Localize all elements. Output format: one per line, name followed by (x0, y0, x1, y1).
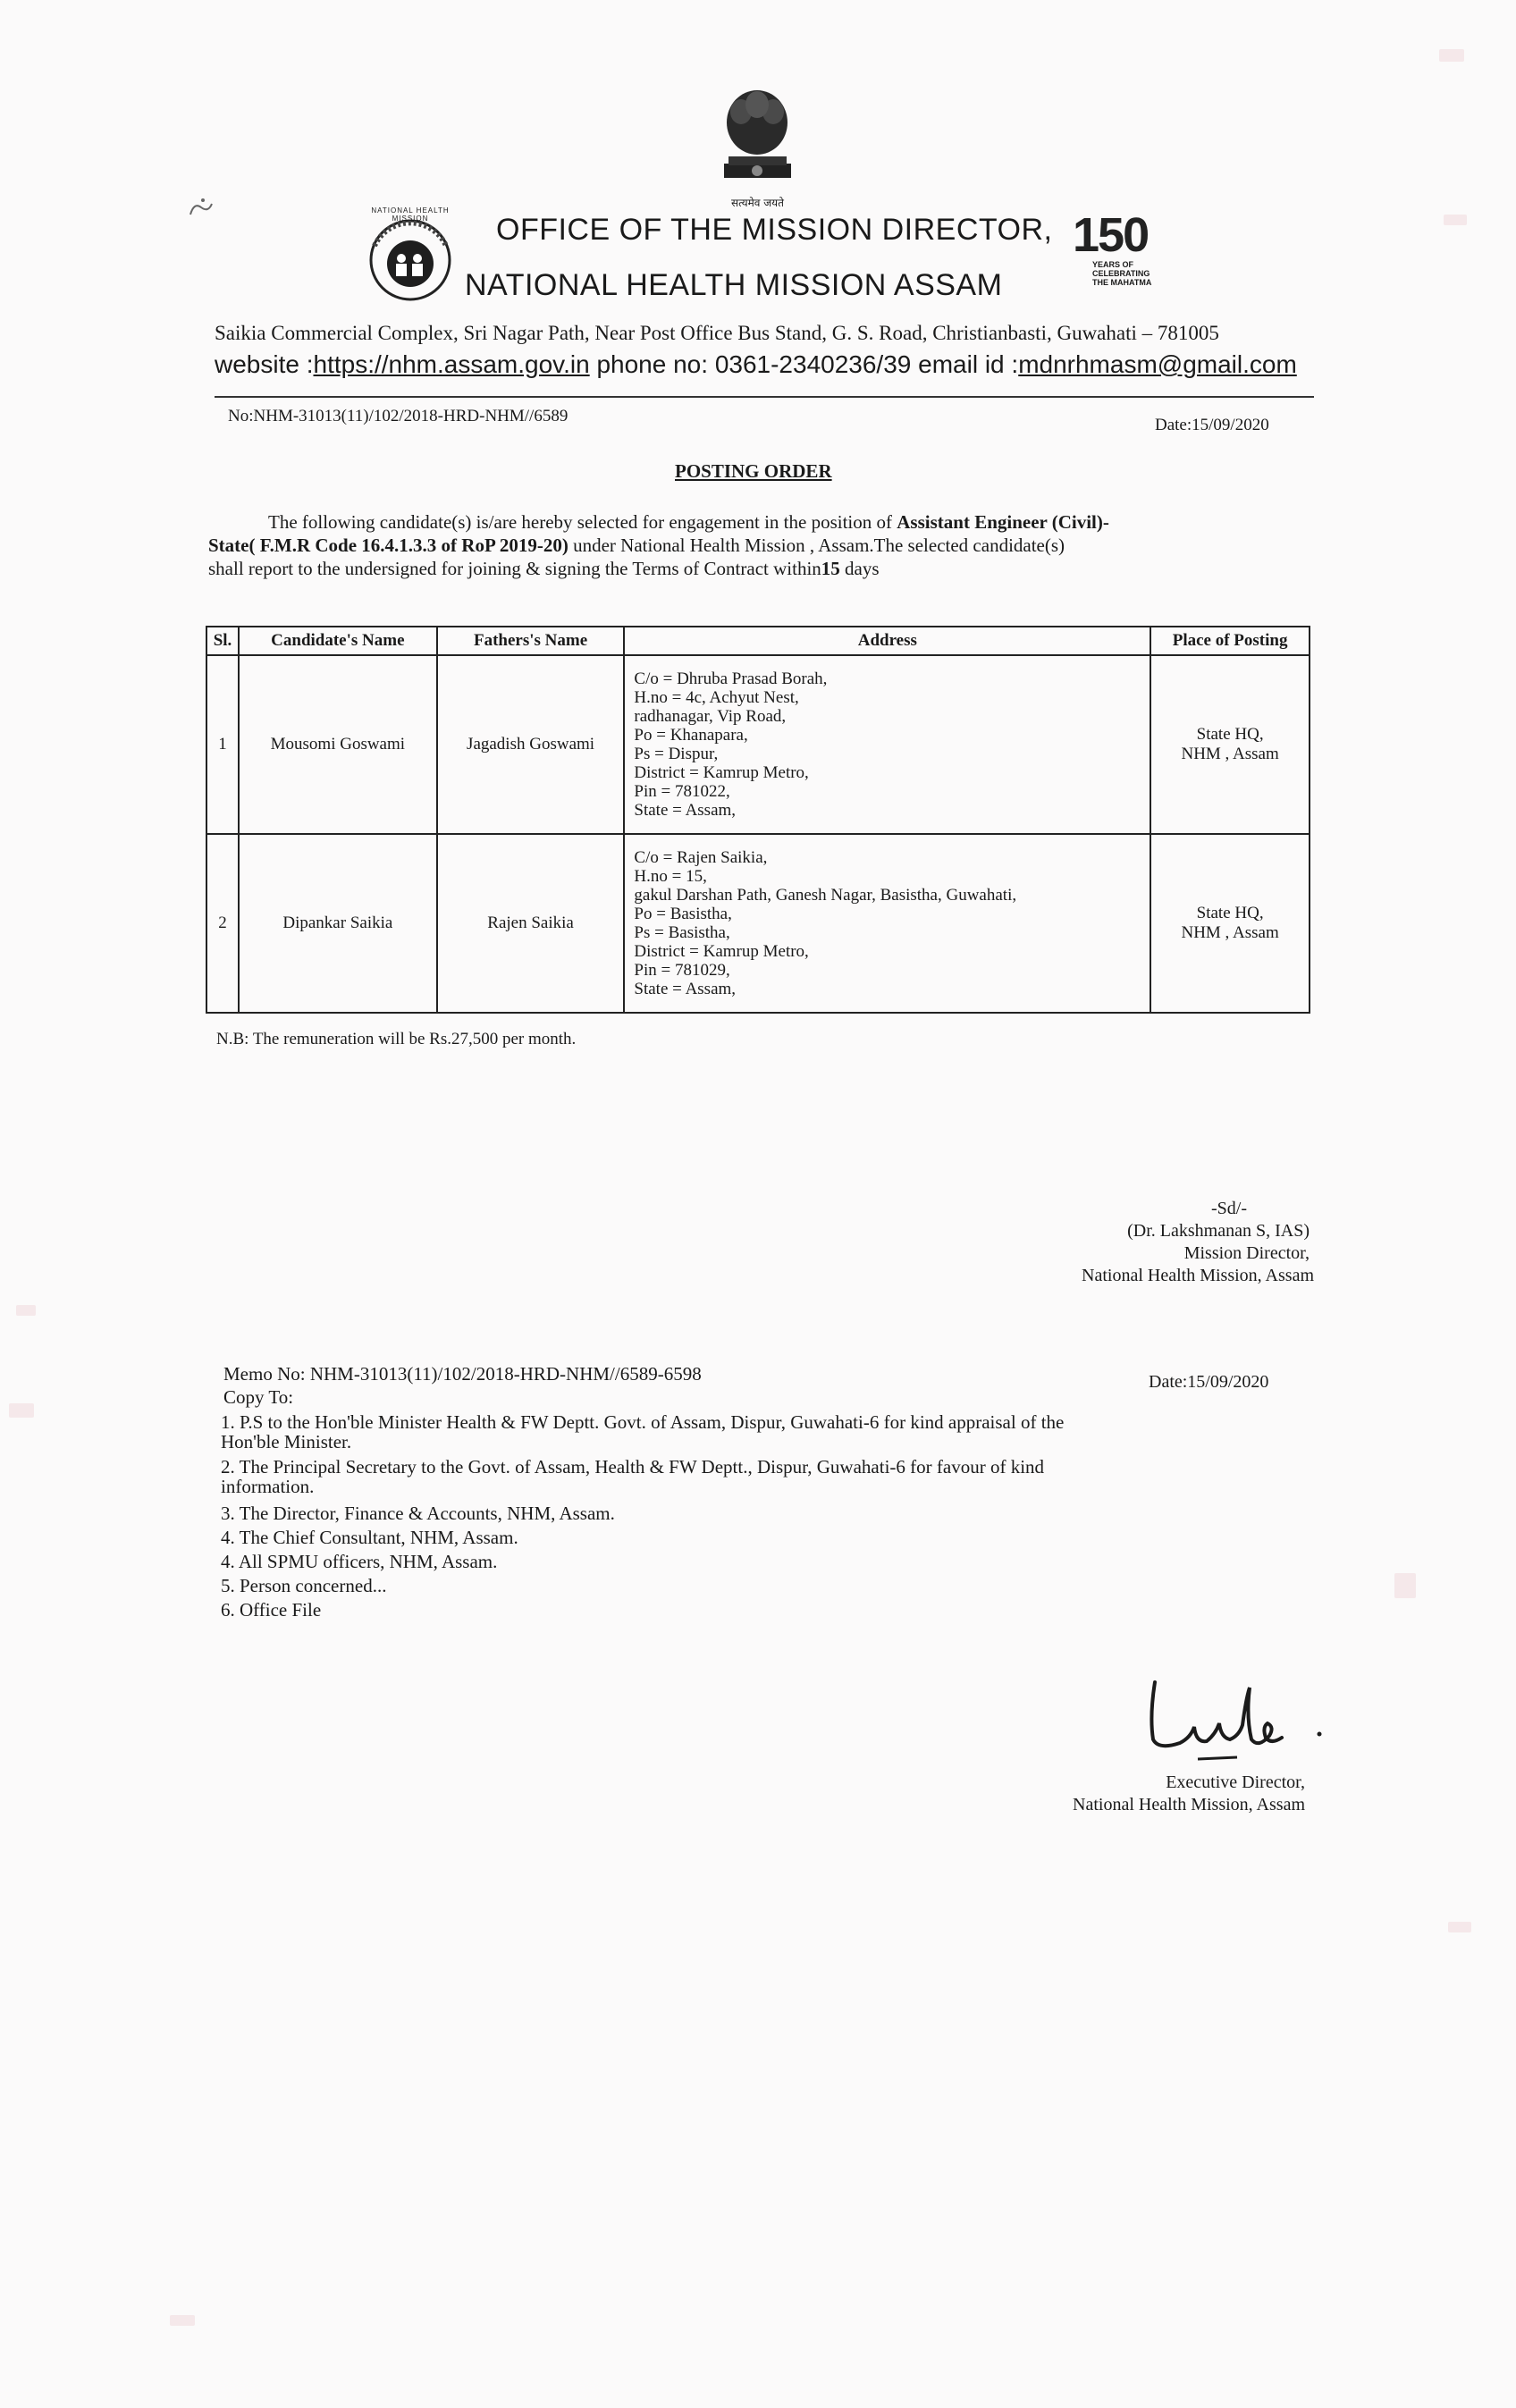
col-header-address: Address (624, 627, 1150, 655)
phone-label: phone no: 0361-2340236/39 (596, 350, 912, 378)
remuneration-note: N.B: The remuneration will be Rs.27,500 per month. (216, 1030, 577, 1048)
address-line: Pin = 781029, (634, 961, 730, 980)
list-item: 5. Person concerned... (221, 1575, 387, 1596)
cell-name: Mousomi Goswami (239, 655, 437, 834)
list-item: 4. All SPMU officers, NHM, Assam. (221, 1551, 498, 1572)
national-emblem-icon (711, 85, 804, 209)
header-divider (215, 396, 1314, 398)
order-heading: POSTING ORDER (675, 460, 832, 482)
signatory-designation: Executive Director, (1166, 1772, 1305, 1792)
list-item: 1. P.S to the Hon'ble Minister Health & FW Deptt. Govt. of Assam, Dispur, Guwahati-6 for kind appraisal of the (221, 1411, 1065, 1433)
sd-mark: -Sd/- (1211, 1199, 1247, 1218)
col-header-name: Candidate's Name (239, 627, 437, 655)
cell-address (624, 655, 1150, 834)
scan-mark (1448, 1922, 1471, 1932)
handwritten-signature (1144, 1671, 1341, 1770)
address-line: Ps = Basistha, (634, 923, 730, 942)
address-line: C/o = Dhruba Prasad Borah, (634, 669, 828, 688)
website-label: website : (215, 350, 314, 378)
scan-mark (16, 1305, 36, 1316)
cell-sl: 2 (206, 834, 239, 1013)
para-text: shall report to the undersigned for joining & signing the Terms of Contract within (208, 558, 821, 579)
para-text: under National Health Mission , Assam.The selected candidate(s) (568, 535, 1065, 556)
mission-title: NATIONAL HEALTH MISSION ASSAM (465, 268, 1003, 302)
scan-mark (1444, 215, 1467, 225)
posting-line: NHM , Assam (1181, 745, 1279, 763)
logo-text: NATIONAL HEALTH MISSION (371, 206, 450, 223)
office-title: OFFICE OF THE MISSION DIRECTOR, (496, 213, 1053, 247)
email-link[interactable]: mdnrhmasm@gmail.com (1018, 350, 1297, 378)
copy-to-label: Copy To: (223, 1386, 294, 1408)
address-line: Po = Khanapara, (634, 726, 748, 745)
signatory-org: National Health Mission, Assam (1073, 1795, 1305, 1814)
posting-table (206, 626, 1310, 1014)
website-link[interactable]: https://nhm.assam.gov.in (313, 350, 590, 378)
memo-date: Date:15/09/2020 (1149, 1372, 1269, 1392)
list-item: 6. Office File (221, 1599, 322, 1621)
email-label: email id : (918, 350, 1019, 378)
cell-posting (1150, 834, 1310, 1013)
address-line: Ps = Dispur, (634, 745, 719, 763)
list-item: 3. The Director, Finance & Accounts, NHM, Assam. (221, 1503, 615, 1524)
signatory-name: (Dr. Lakshmanan S, IAS) (1127, 1221, 1310, 1241)
signatory-org: National Health Mission, Assam (1082, 1266, 1314, 1285)
col-header-posting: Place of Posting (1150, 627, 1310, 655)
list-item: 4. The Chief Consultant, NHM, Assam. (221, 1527, 518, 1548)
mission-director-signature-block (974, 1198, 1314, 1287)
address-line: H.no = 4c, Achyut Nest, (634, 688, 799, 707)
gandhi-150-logo-icon (1073, 210, 1166, 308)
address-line: H.no = 15, (634, 867, 707, 886)
days-count: 15 (821, 558, 840, 579)
col-header-father: Fathers's Name (437, 627, 625, 655)
cell-father: Jagadish Goswami (437, 655, 625, 834)
reference-date: Date:15/09/2020 (1155, 416, 1269, 434)
list-item: Hon'ble Minister. (221, 1431, 352, 1452)
scan-mark (9, 1403, 34, 1418)
office-address: Saikia Commercial Complex, Sri Nagar Path, Near Post Office Bus Stand, G. S. Road, Christianbasti, Guwahati – 781005 (215, 322, 1219, 344)
table-header-row (206, 627, 1310, 655)
address-line: District = Kamrup Metro, (634, 942, 809, 961)
reference-number: No:NHM-31013(11)/102/2018-HRD-NHM//6589 (228, 407, 568, 425)
fmr-code: State( F.M.R Code 16.4.1.3.3 of RoP 2019-20) (208, 535, 568, 556)
address-line: gakul Darshan Path, Ganesh Nagar, Basistha, Guwahati, (634, 886, 1017, 905)
memo-number: Memo No: NHM-31013(11)/102/2018-HRD-NHM//6589-6598 (223, 1363, 702, 1385)
contact-line (215, 350, 1297, 379)
signatory-designation: Mission Director, (1183, 1243, 1310, 1263)
list-item: 2. The Principal Secretary to the Govt. of Assam, Health & FW Deptt., Dispur, Guwahati-6 for favour of kind (221, 1456, 1045, 1478)
cell-posting (1150, 655, 1310, 834)
anniversary-number: 150 (1073, 208, 1149, 262)
para-text: The following candidate(s) is/are hereby selected for engagement in the position of (268, 511, 897, 533)
cell-name: Dipankar Saikia (239, 834, 437, 1013)
order-paragraph-line3 (208, 558, 880, 579)
order-paragraph-line1 (268, 511, 1109, 533)
scan-mark (1439, 49, 1464, 62)
position-name: Assistant Engineer (Civil)- (897, 511, 1109, 533)
table-row (206, 834, 1310, 1013)
emblem-caption: सत्यमेव जयते (731, 197, 784, 209)
executive-director-signature-block (948, 1772, 1305, 1816)
posting-line: NHM , Assam (1181, 923, 1279, 942)
address-line: State = Assam, (634, 801, 737, 820)
para-text: days (839, 558, 880, 579)
cell-address (624, 834, 1150, 1013)
address-line: District = Kamrup Metro, (634, 763, 809, 782)
list-item: information. (221, 1476, 315, 1497)
table-row (206, 655, 1310, 834)
address-line: State = Assam, (634, 980, 737, 998)
copy-to-list (221, 1412, 1249, 1622)
address-line: Pin = 781022, (634, 782, 730, 801)
order-paragraph-line2 (208, 535, 1065, 556)
address-line: C/o = Rajen Saikia, (634, 848, 768, 867)
address-line: Po = Basistha, (634, 905, 732, 923)
anniversary-caption: YEARS OF CELEBRATING THE MAHATMA (1092, 260, 1152, 287)
nhm-logo-icon (362, 206, 459, 301)
scan-mark (1394, 1573, 1416, 1598)
cell-father: Rajen Saikia (437, 834, 625, 1013)
scan-symbol-icon (183, 195, 219, 222)
cell-sl: 1 (206, 655, 239, 834)
address-line: radhanagar, Vip Road, (634, 707, 787, 726)
col-header-sl: Sl. (206, 627, 239, 655)
posting-line: State HQ, (1196, 725, 1264, 744)
scan-mark (170, 2315, 195, 2326)
posting-line: State HQ, (1196, 904, 1264, 922)
